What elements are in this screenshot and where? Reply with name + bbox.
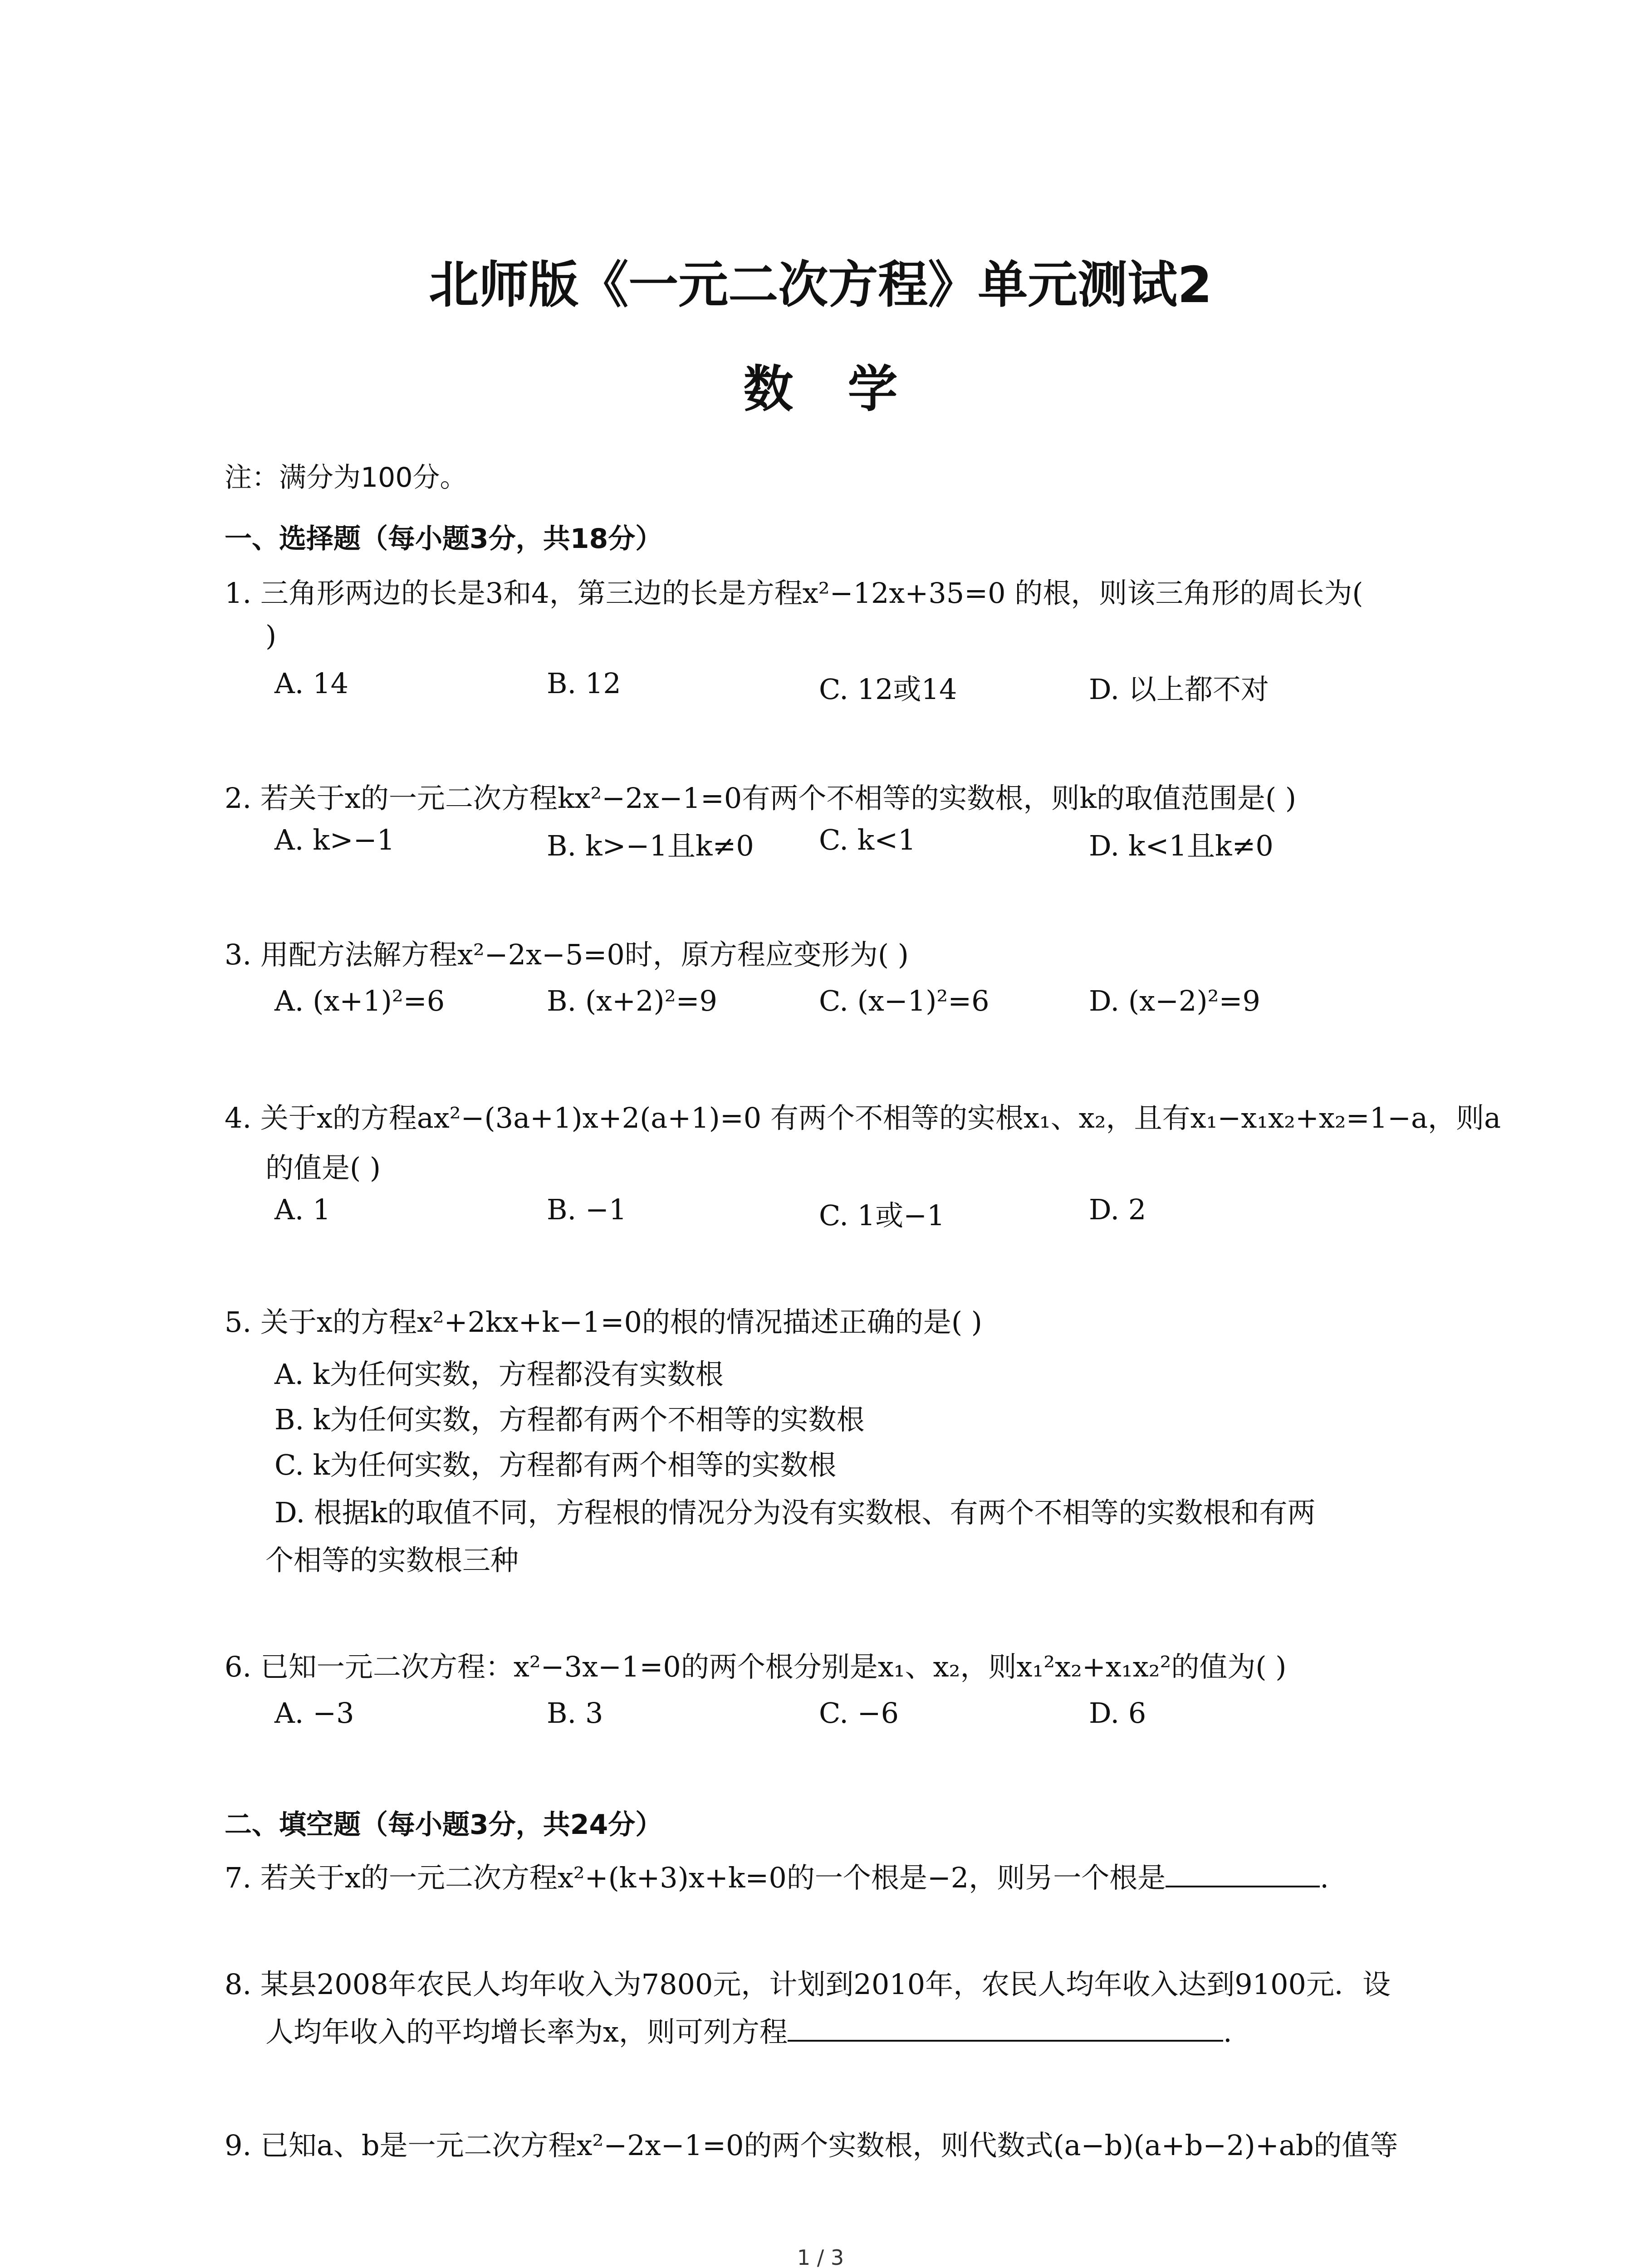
question-8-end: .	[1223, 2015, 1232, 2048]
question-6-option-b: B. 3	[547, 1696, 603, 1730]
score-note: 注：满分为100分。	[225, 462, 467, 494]
question-3-option-a: A. (x+1)²=6	[274, 984, 445, 1017]
question-6-option-a: A. −3	[274, 1696, 354, 1730]
question-5: 5. 关于x的方程x²+2kx+k−1=0的根的情况描述正确的是( )	[225, 1305, 982, 1339]
question-8-text: 人均年收入的平均增长率为x，则可列方程	[265, 2015, 788, 2048]
question-1-option-c: C. 12或14	[819, 673, 957, 706]
question-9: 9. 已知a、b是一元二次方程x²−2x−1=0的两个实数根，则代数式(a−b)(a+b−2)+ab的值等	[225, 2129, 1398, 2162]
question-5-option-d: D. 根据k的取值不同，方程根的情况分为没有实数根、有两个不相等的实数根和有两	[274, 1496, 1316, 1529]
question-7	[225, 1855, 1329, 1901]
page-number: 1 / 3	[797, 2245, 844, 2268]
question-4-continuation: 的值是( )	[265, 1151, 381, 1184]
question-4-option-a: A. 1	[274, 1193, 331, 1226]
question-7-text: 7. 若关于x的一元二次方程x²+(k+3)x+k=0的一个根是−2，则另一个根是	[225, 1861, 1166, 1894]
question-3-option-b: B. (x+2)²=9	[547, 984, 717, 1017]
question-7-end: .	[1320, 1861, 1329, 1894]
question-2-option-a: A. k>−1	[274, 823, 395, 856]
question-3-option-d: D. (x−2)²=9	[1089, 984, 1260, 1017]
question-2-option-d: D. k<1且k≠0	[1089, 829, 1274, 862]
question-1-continuation: )	[265, 619, 277, 652]
question-6: 6. 已知一元二次方程：x²−3x−1=0的两个根分别是x₁、x₂，则x₁²x₂+x₁x₂²的值为( )	[225, 1650, 1287, 1683]
question-4: 4. 关于x的方程ax²−(3a+1)x+2(a+1)=0 有两个不相等的实根x₁、x₂，且有x₁−x₁x₂+x₂=1−a，则a	[225, 1101, 1501, 1134]
question-3-option-c: C. (x−1)²=6	[819, 984, 989, 1017]
question-4-option-d: D. 2	[1089, 1193, 1146, 1226]
question-1-option-d: D. 以上都不对	[1089, 673, 1269, 706]
document-title: 北师版《一元二次方程》单元测试2	[429, 256, 1212, 314]
question-1: 1. 三角形两边的长是3和4，第三边的长是方程x²−12x+35=0 的根，则该三角形的周长为(	[225, 577, 1363, 610]
question-2: 2. 若关于x的一元二次方程kx²−2x−1=0有两个不相等的实数根，则k的取值范围是( )	[225, 782, 1297, 815]
question-6-option-d: D. 6	[1089, 1696, 1146, 1730]
section-heading-choice: 一、选择题（每小题3分，共18分）	[225, 523, 663, 555]
question-5-option-d-continuation: 个相等的实数根三种	[265, 1544, 519, 1577]
answer-blank-8[interactable]	[788, 2013, 1223, 2042]
section-heading-fill-in: 二、填空题（每小题3分，共24分）	[225, 1809, 663, 1841]
question-5-option-c: C. k为任何实数，方程都有两个相等的实数根	[274, 1448, 837, 1481]
question-2-option-b: B. k>−1且k≠0	[547, 829, 754, 862]
document-subtitle: 数学	[743, 360, 952, 418]
question-1-option-b: B. 12	[547, 667, 621, 700]
question-6-option-c: C. −6	[819, 1696, 899, 1730]
question-8: 8. 某县2008年农民人均年收入为7800元，计划到2010年，农民人均年收入达到9100元．设	[225, 1968, 1391, 2001]
question-3: 3. 用配方法解方程x²−2x−5=0时，原方程应变形为( )	[225, 938, 909, 971]
question-4-option-c: C. 1或−1	[819, 1199, 945, 1232]
question-8-continuation	[265, 2009, 1232, 2050]
question-5-option-a: A. k为任何实数，方程都没有实数根	[274, 1358, 724, 1391]
question-2-option-c: C. k<1	[819, 823, 916, 856]
question-4-option-b: B. −1	[547, 1193, 627, 1226]
question-1-option-a: A. 14	[274, 667, 349, 700]
answer-blank-7[interactable]	[1166, 1858, 1320, 1887]
question-5-option-b: B. k为任何实数，方程都有两个不相等的实数根	[274, 1403, 865, 1436]
